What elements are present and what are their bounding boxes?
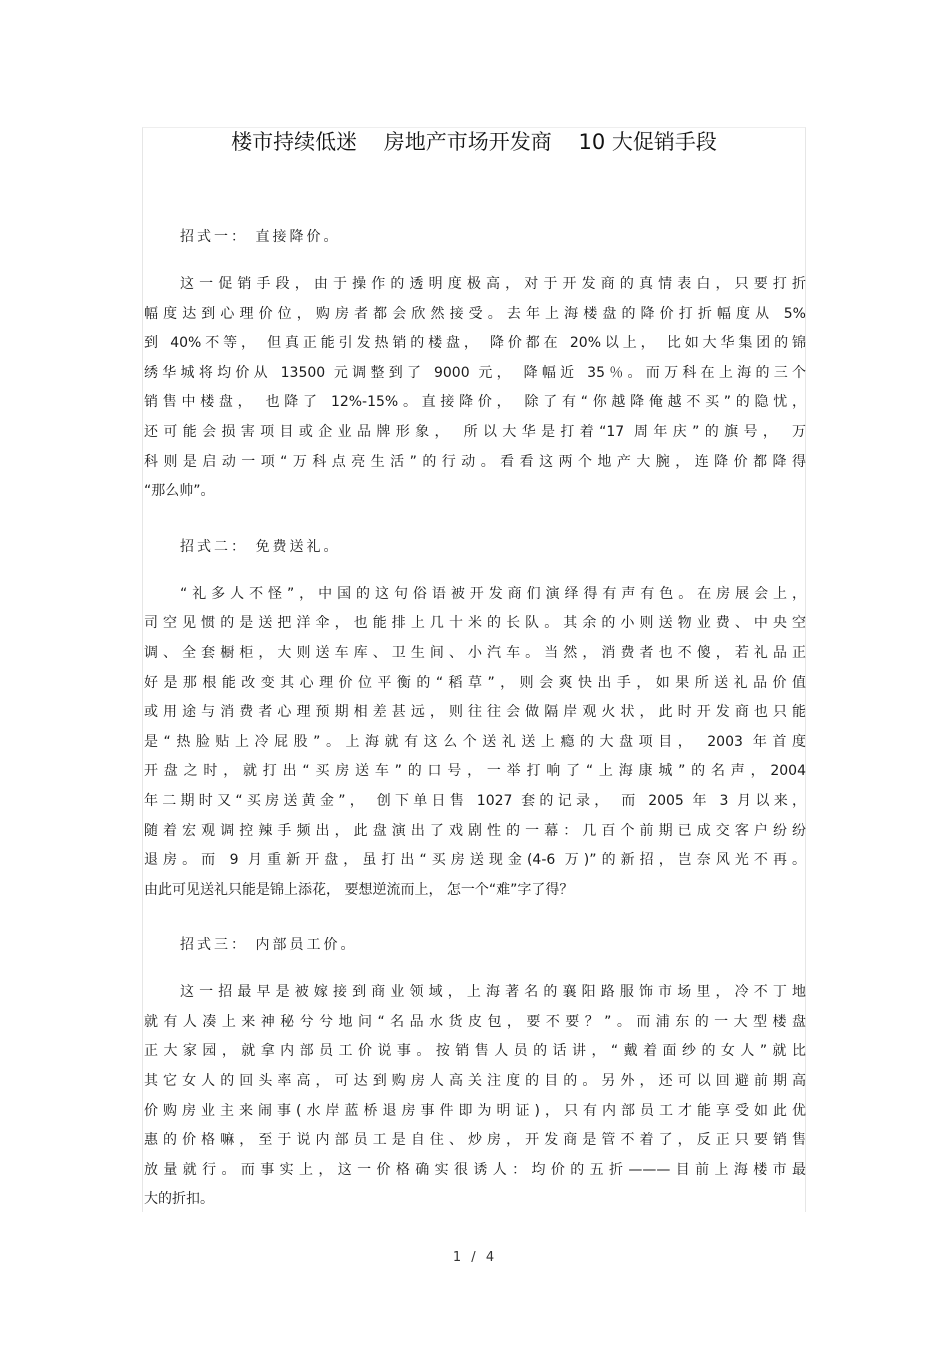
paragraph-line: 退房。而 9 月重新开盘，虽打出“买房送现金(4-6 万)”的新招，岂奈风光不再。 (144, 852, 806, 869)
paragraph-line: 幅度达到心理价位，购房者都会欣然接受。去年上海楼盘的降价打折幅度从 5% (144, 305, 806, 322)
section-heading-3: 招式三： 内部员工价。 (180, 937, 358, 954)
paragraph-line: “礼多人不怪”，中国的这句俗语被开发商们演绎得有声有色。在房展会上， (180, 585, 806, 602)
paragraph-line: 还可能会损害项目或企业品牌形象， 所以大华是打着“17 周年庆”的旗号， 万 (144, 423, 806, 440)
section-paragraph-1 (144, 270, 806, 507)
paragraph-line: 就有人凑上来神秘兮兮地问“名品水货皮包，要不要？”。而浦东的一大型楼盘 (144, 1013, 806, 1030)
paragraph-line: “那么帅”。 (144, 483, 215, 500)
paragraph-line: 到 40%不等， 但真正能引发热销的楼盘， 降价都在 20%以上， 比如大华集团的锦 (144, 335, 806, 352)
paragraph-line: 开盘之时，就打出“买房送车”的口号，一举打响了“上海康城”的名声，2004 (144, 763, 806, 780)
paragraph-line: 年二期时又“买房送黄金”， 创下单日售 1027 套的记录， 而 2005 年 3 月以来， (144, 792, 806, 809)
paragraph-line: 这一招最早是被嫁接到商业领域，上海著名的襄阳路服饰市场里，冷不丁地 (180, 984, 806, 1001)
paragraph-line: 好是那根能改变其心理价位平衡的“稻草”，则会爽快出手，如果所送礼品价值 (144, 674, 806, 691)
paragraph-line: 销售中楼盘， 也降了 12%-15%。直接降价， 除了有“你越降俺越不买”的隐忧， (144, 394, 806, 411)
paragraph-line: 价购房业主来闹事(水岸蓝桥退房事件即为明证)，只有内部员工才能享受如此优 (144, 1102, 806, 1119)
document-title: 楼市持续低迷 房地产市场开发商 10 大促销手段 (231, 130, 717, 154)
document-body (144, 222, 806, 1215)
paragraph-line: 其它女人的回头率高，可达到购房人高关注度的目的。另外，还可以回避前期高 (144, 1073, 806, 1090)
paragraph-line: 是“热脸贴上冷屁股”。上海就有这么个送礼送上瘾的大盘项目， 2003 年首度 (144, 733, 806, 750)
paragraph-line: 或用途与消费者心理预期相差甚远，则往往会做隔岸观火状，此时开发商也只能 (144, 704, 806, 721)
paragraph-line: 科则是启动一项“万科点亮生活”的行动。看看这两个地产大腕，连降价都降得 (144, 453, 806, 470)
paragraph-line: 绣华城将均价从 13500 元调整到了 9000 元， 降幅近 35％。而万科在上海的三个 (144, 364, 806, 381)
paragraph-line: 放量就行。而事实上，这一价格确实很诱人：均价的五折———目前上海楼市最 (144, 1161, 806, 1178)
paragraph-line: 这一促销手段，由于操作的透明度极高，对于开发商的真情表白，只要打折 (180, 276, 806, 292)
page-number: 1 / 4 (452, 1250, 498, 1265)
section-paragraph-3 (144, 978, 806, 1215)
paragraph-line: 由此可见送礼只能是锦上添花， 要想逆流而上， 怎一个“难”字了得？ (144, 881, 574, 898)
paragraph-line: 随着宏观调控辣手频出，此盘演出了戏剧性的一幕：几百个前期已成交客户纷纷 (144, 822, 806, 839)
paragraph-line: 大的折扣。 (144, 1191, 214, 1208)
paragraph-line: 司空见惯的是送把洋伞，也能排上几十米的长队。其余的小则送物业费、中央空 (144, 615, 806, 632)
paragraph-line: 正大家园，就拿内部员工价说事。按销售人员的话讲，“戴着面纱的女人”就比 (144, 1043, 806, 1060)
paragraph-line: 调、全套橱柜，大则送车库、卫生间、小汽车。当然，消费者也不傻，若礼品正 (144, 644, 806, 661)
section-heading-2: 招式二： 免费送礼。 (180, 538, 341, 555)
paragraph-line: 惠的价格嘛，至于说内部员工是自住、炒房，开发商是管不着了，反正只要销售 (144, 1132, 806, 1149)
section-paragraph-2 (144, 580, 806, 906)
section-heading-1: 招式一： 直接降价。 (180, 229, 341, 245)
